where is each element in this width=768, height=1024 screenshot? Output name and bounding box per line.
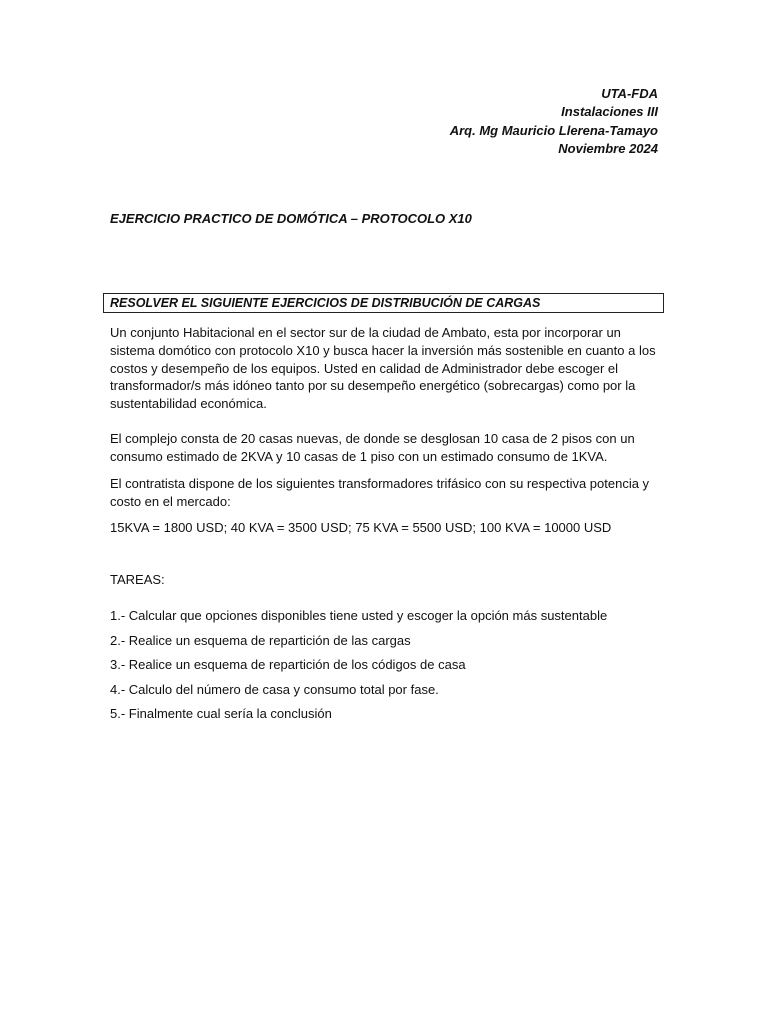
list-item: 5.- Finalmente cual sería la conclusión [110,706,332,721]
task-list [110,607,607,730]
list-item: 2.- Realice un esquema de repartición de las cargas [110,632,411,648]
header-course: Instalaciones III [561,104,658,120]
list-item: 3.- Realice un esquema de repartición de los códigos de casa [110,657,466,672]
paragraph-contractor: El contratista dispone de los siguientes transformadores trifásico con su respectiva potencia y costo en el mercado: [110,476,650,509]
header-author: Arq. Mg Mauricio Llerena-Tamayo [449,122,658,138]
tareas-title: TAREAS: [110,572,165,587]
paragraph-transformer-prices: 15KVA = 1800 USD; 40 KVA = 3500 USD; 75 KVA = 5500 USD; 100 KVA = 10000 USD [110,520,612,535]
document-header [450,85,658,158]
paragraph-complex: El complejo consta de 20 casas nuevas, de donde se desglosan 10 casa de 2 pisos con un consumo estimado de 2KVA y 10 casas de 1 piso con un estimado consumo de 1KVA. [110,431,635,464]
list-item: 1.- Calcular que opciones disponibles tiene usted y escoger la opción más sustentable [110,608,608,623]
header-date: Noviembre 2024 [558,140,658,156]
exercise-title: EJERCICIO PRACTICO DE DOMÓTICA – PROTOCOLO X10 [110,211,472,226]
boxed-section-title: RESOLVER EL SIGUIENTE EJERCICIOS DE DISTRIBUCIÓN DE CARGAS [103,293,664,313]
header-institution: UTA-FDA [601,86,658,101]
paragraph-context: Un conjunto Habitacional en el sector sur de la ciudad de Ambato, esta por incorporar un sistema domótico con protocolo X10 y busca hacer la inversión más sostenible en cuanto a los costos y desempeño de los equipos. Usted en calidad de Administrador debe escoger el transformador/s más idóneo tanto por su desempeño energético (sobrecargas) como por la sustentabilidad económica. [110,325,656,412]
list-item: 4.- Calculo del número de casa y consumo total por fase. [110,681,439,697]
